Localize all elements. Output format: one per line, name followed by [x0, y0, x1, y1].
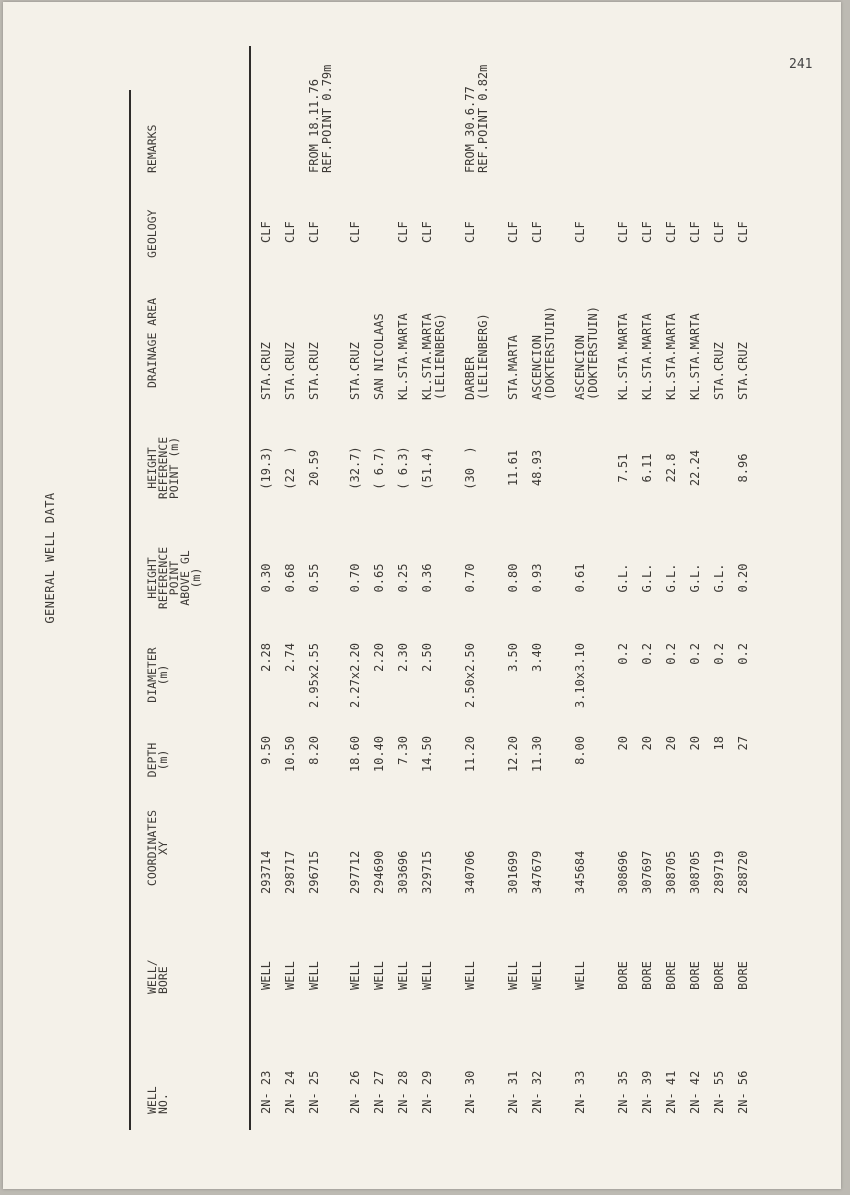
cell-well-no: 2N- 55 — [712, 1070, 726, 1114]
cell-drainage-area: STA.CRUZ — [736, 342, 750, 400]
cell-diameter: 2.95x2.55 — [307, 643, 321, 709]
cell-diameter: 0.2 — [616, 643, 630, 665]
cell-height-ref-above-gl: 0.68 — [283, 563, 297, 593]
cell-coordinates: 303696 — [396, 850, 410, 894]
table-row — [464, 58, 500, 1158]
cell-height-ref-above-gl: 0.70 — [463, 563, 477, 593]
cell-height-ref-above-gl: 0.93 — [530, 563, 544, 593]
cell-depth: 8.20 — [307, 736, 321, 765]
cell-depth: 11.30 — [530, 736, 544, 773]
cell-height-ref: 22.8 — [664, 453, 678, 483]
cell-coordinates: 296715 — [307, 850, 321, 894]
cell-drainage-area: STA.CRUZ — [259, 342, 273, 400]
cell-height-ref: 20.59 — [307, 449, 321, 487]
header-coordinates: COORDINATES XY — [145, 809, 170, 887]
cell-depth: 10.50 — [283, 736, 297, 773]
header-height-reference-above-gl: HEIGHT REFERENCE POINT ABOVE GL (m) — [145, 546, 203, 610]
cell-depth: 20 — [640, 736, 654, 751]
header-geology: GEOLOGY — [145, 209, 159, 258]
cell-coordinates: 308705 — [664, 850, 678, 894]
cell-coordinates: 329715 — [420, 850, 434, 894]
cell-height-ref: 48.93 — [530, 449, 544, 487]
cell-drainage-area: STA.CRUZ — [283, 342, 297, 400]
cell-height-ref-above-gl: 0.30 — [259, 563, 273, 593]
cell-well-bore: WELL — [463, 961, 477, 990]
cell-geology: CLF — [348, 221, 362, 243]
cell-depth: 18 — [712, 736, 726, 751]
cell-geology: CLF — [664, 221, 678, 243]
cell-well-bore: BORE — [688, 961, 702, 990]
cell-geology: CLF — [640, 221, 654, 243]
cell-height-ref-above-gl: 0.36 — [420, 563, 434, 593]
cell-well-bore: BORE — [640, 961, 654, 990]
cell-well-bore: BORE — [736, 961, 750, 990]
cell-coordinates: 293714 — [259, 850, 273, 894]
cell-well-no: 2N- 29 — [420, 1070, 434, 1114]
cell-well-no: 2N- 41 — [664, 1070, 678, 1114]
cell-well-bore: WELL — [348, 961, 362, 990]
cell-depth: 14.50 — [420, 736, 434, 773]
cell-drainage-area: ASCENCION (DOKTERSTUIN) — [530, 306, 557, 400]
cell-height-ref-above-gl: G.L. — [688, 563, 702, 593]
cell-geology: CLF — [506, 221, 520, 243]
cell-diameter: 2.50 — [420, 643, 434, 672]
cell-drainage-area: STA.CRUZ — [712, 342, 726, 400]
cell-coordinates: 307697 — [640, 850, 654, 894]
cell-coordinates: 308705 — [688, 850, 702, 894]
cell-height-ref-above-gl: 0.70 — [348, 563, 362, 593]
cell-coordinates: 347679 — [530, 850, 544, 894]
cell-well-no: 2N- 56 — [736, 1070, 750, 1114]
cell-coordinates: 294690 — [372, 850, 386, 894]
cell-depth: 9.50 — [259, 736, 273, 765]
cell-diameter: 2.28 — [259, 643, 273, 672]
cell-depth: 20 — [664, 736, 678, 751]
cell-well-no: 2N- 32 — [530, 1070, 544, 1114]
cell-well-no: 2N- 24 — [283, 1070, 297, 1114]
cell-well-no: 2N- 35 — [616, 1070, 630, 1114]
cell-height-ref-above-gl: 0.61 — [573, 563, 587, 593]
cell-height-ref: 7.51 — [616, 453, 630, 483]
cell-geology: CLF — [616, 221, 630, 243]
cell-geology: CLF — [712, 221, 726, 243]
cell-well-bore: BORE — [712, 961, 726, 990]
cell-diameter: 3.10x3.10 — [573, 643, 587, 709]
cell-height-ref-above-gl: G.L. — [712, 563, 726, 593]
table-body — [43, 58, 783, 1158]
cell-height-ref-above-gl: 0.25 — [396, 563, 410, 593]
cell-geology: CLF — [530, 221, 544, 243]
cell-well-bore: WELL — [396, 961, 410, 990]
cell-depth: 7.30 — [396, 736, 410, 765]
cell-height-ref-above-gl: 0.65 — [372, 563, 386, 593]
cell-drainage-area: KL.STA.MARTA — [396, 313, 410, 400]
cell-remarks: FROM 18.11.76 REF.POINT 0.79m — [307, 64, 334, 173]
cell-well-bore: WELL — [283, 961, 297, 990]
cell-coordinates: 301699 — [506, 850, 520, 894]
cell-diameter: 0.2 — [736, 643, 750, 665]
cell-well-bore: BORE — [616, 961, 630, 990]
header-well-no: WELL NO. — [145, 1086, 170, 1114]
cell-geology: CLF — [307, 221, 321, 243]
table-row — [308, 58, 344, 1158]
cell-height-ref: ( 6.7) — [372, 446, 386, 490]
cell-well-bore: BORE — [664, 961, 678, 990]
cell-drainage-area: KL.STA.MARTA (LELIENBERG) — [420, 313, 447, 400]
cell-height-ref: (22 ) — [283, 446, 297, 490]
cell-height-ref: ( 6.3) — [396, 446, 410, 490]
cell-geology: CLF — [736, 221, 750, 243]
cell-depth: 10.40 — [372, 736, 386, 773]
cell-well-bore: WELL — [506, 961, 520, 990]
cell-drainage-area: STA.CRUZ — [348, 342, 362, 400]
cell-geology: CLF — [688, 221, 702, 243]
cell-well-no: 2N- 42 — [688, 1070, 702, 1114]
cell-geology: CLF — [420, 221, 434, 243]
cell-geology: CLF — [573, 221, 587, 243]
cell-coordinates: 340706 — [463, 850, 477, 894]
header-drainage-area: DRAINAGE AREA — [145, 297, 159, 388]
cell-diameter: 2.74 — [283, 643, 297, 672]
cell-drainage-area: KL.STA.MARTA — [688, 313, 702, 400]
cell-well-no: 2N- 26 — [348, 1070, 362, 1114]
cell-diameter: 2.30 — [396, 643, 410, 672]
cell-drainage-area: KL.STA.MARTA — [664, 313, 678, 400]
cell-height-ref: (32.7) — [348, 446, 362, 490]
header-depth: DEPTH (m) — [145, 742, 170, 778]
cell-well-no: 2N- 23 — [259, 1070, 273, 1114]
cell-diameter: 0.2 — [712, 643, 726, 665]
cell-depth: 27 — [736, 736, 750, 751]
table-row — [531, 58, 567, 1158]
cell-coordinates: 345684 — [573, 850, 587, 894]
cell-geology: CLF — [396, 221, 410, 243]
cell-well-bore: WELL — [530, 961, 544, 990]
cell-depth: 20 — [616, 736, 630, 751]
cell-coordinates: 289719 — [712, 850, 726, 894]
cell-drainage-area: STA.MARTA — [506, 334, 520, 400]
cell-height-ref: (51.4) — [420, 446, 434, 490]
table-row — [421, 58, 457, 1158]
cell-coordinates: 308696 — [616, 850, 630, 894]
cell-height-ref-above-gl: G.L. — [616, 563, 630, 593]
cell-height-ref-above-gl: 0.80 — [506, 563, 520, 593]
cell-height-ref-above-gl: 0.20 — [736, 563, 750, 593]
header-height-reference: HEIGHT REFERENCE POINT (m) — [145, 436, 181, 500]
cell-drainage-area: STA.CRUZ — [307, 342, 321, 400]
cell-diameter: 2.27x2.20 — [348, 643, 362, 709]
cell-geology: CLF — [463, 221, 477, 243]
cell-diameter: 0.2 — [640, 643, 654, 665]
cell-depth: 18.60 — [348, 736, 362, 773]
cell-remarks: FROM 30.6.77 REF.POINT 0.82m — [463, 64, 490, 173]
cell-diameter: 3.50 — [506, 643, 520, 672]
well-data-table — [43, 58, 783, 1158]
cell-height-ref: (30 ) — [463, 446, 477, 490]
cell-depth: 11.20 — [463, 736, 477, 773]
document-page — [3, 2, 841, 1189]
cell-well-no: 2N- 30 — [463, 1070, 477, 1114]
cell-well-bore: WELL — [372, 961, 386, 990]
cell-height-ref-above-gl: 0.55 — [307, 563, 321, 593]
cell-diameter: 2.20 — [372, 643, 386, 672]
cell-depth: 20 — [688, 736, 702, 751]
cell-drainage-area: KL.STA.MARTA — [616, 313, 630, 400]
cell-height-ref: 22.24 — [688, 449, 702, 487]
cell-diameter: 0.2 — [664, 643, 678, 665]
cell-drainage-area: DARBER (LELIENBERG) — [463, 313, 490, 400]
header-well-bore: WELL/ BORE — [145, 959, 170, 994]
cell-well-no: 2N- 31 — [506, 1070, 520, 1114]
cell-depth: 12.20 — [506, 736, 520, 773]
cell-coordinates: 298717 — [283, 850, 297, 894]
cell-diameter: 2.50x2.50 — [463, 643, 477, 709]
cell-well-bore: WELL — [573, 961, 587, 990]
table-row — [574, 58, 610, 1158]
cell-well-no: 2N- 25 — [307, 1070, 321, 1114]
cell-diameter: 0.2 — [688, 643, 702, 665]
cell-depth: 8.00 — [573, 736, 587, 765]
cell-diameter: 3.40 — [530, 643, 544, 672]
cell-height-ref: (19.3) — [259, 446, 273, 490]
cell-height-ref: 8.96 — [736, 453, 750, 483]
cell-geology: CLF — [259, 221, 273, 243]
cell-coordinates: 297712 — [348, 850, 362, 894]
cell-well-no: 2N- 39 — [640, 1070, 654, 1114]
document-title: GENERAL WELL DATA — [43, 492, 57, 624]
cell-coordinates: 288720 — [736, 850, 750, 894]
header-diameter: DIAMETER (m) — [145, 647, 170, 703]
cell-drainage-area: KL.STA.MARTA — [640, 313, 654, 400]
cell-geology: CLF — [283, 221, 297, 243]
cell-height-ref-above-gl: G.L. — [664, 563, 678, 593]
cell-height-ref: 6.11 — [640, 453, 654, 483]
cell-well-no: 2N- 33 — [573, 1070, 587, 1114]
cell-well-no: 2N- 27 — [372, 1070, 386, 1114]
cell-well-bore: WELL — [420, 961, 434, 990]
header-remarks: REMARKS — [145, 124, 159, 173]
table-row — [737, 58, 773, 1158]
cell-well-no: 2N- 28 — [396, 1070, 410, 1114]
cell-drainage-area: ASCENCION (DOKTERSTUIN) — [573, 306, 600, 400]
page-number: 241 — [789, 57, 813, 72]
cell-drainage-area: SAN NICOLAAS — [372, 313, 386, 400]
cell-well-bore: WELL — [307, 961, 321, 990]
cell-height-ref: 11.61 — [506, 449, 520, 487]
cell-well-bore: WELL — [259, 961, 273, 990]
cell-height-ref-above-gl: G.L. — [640, 563, 654, 593]
